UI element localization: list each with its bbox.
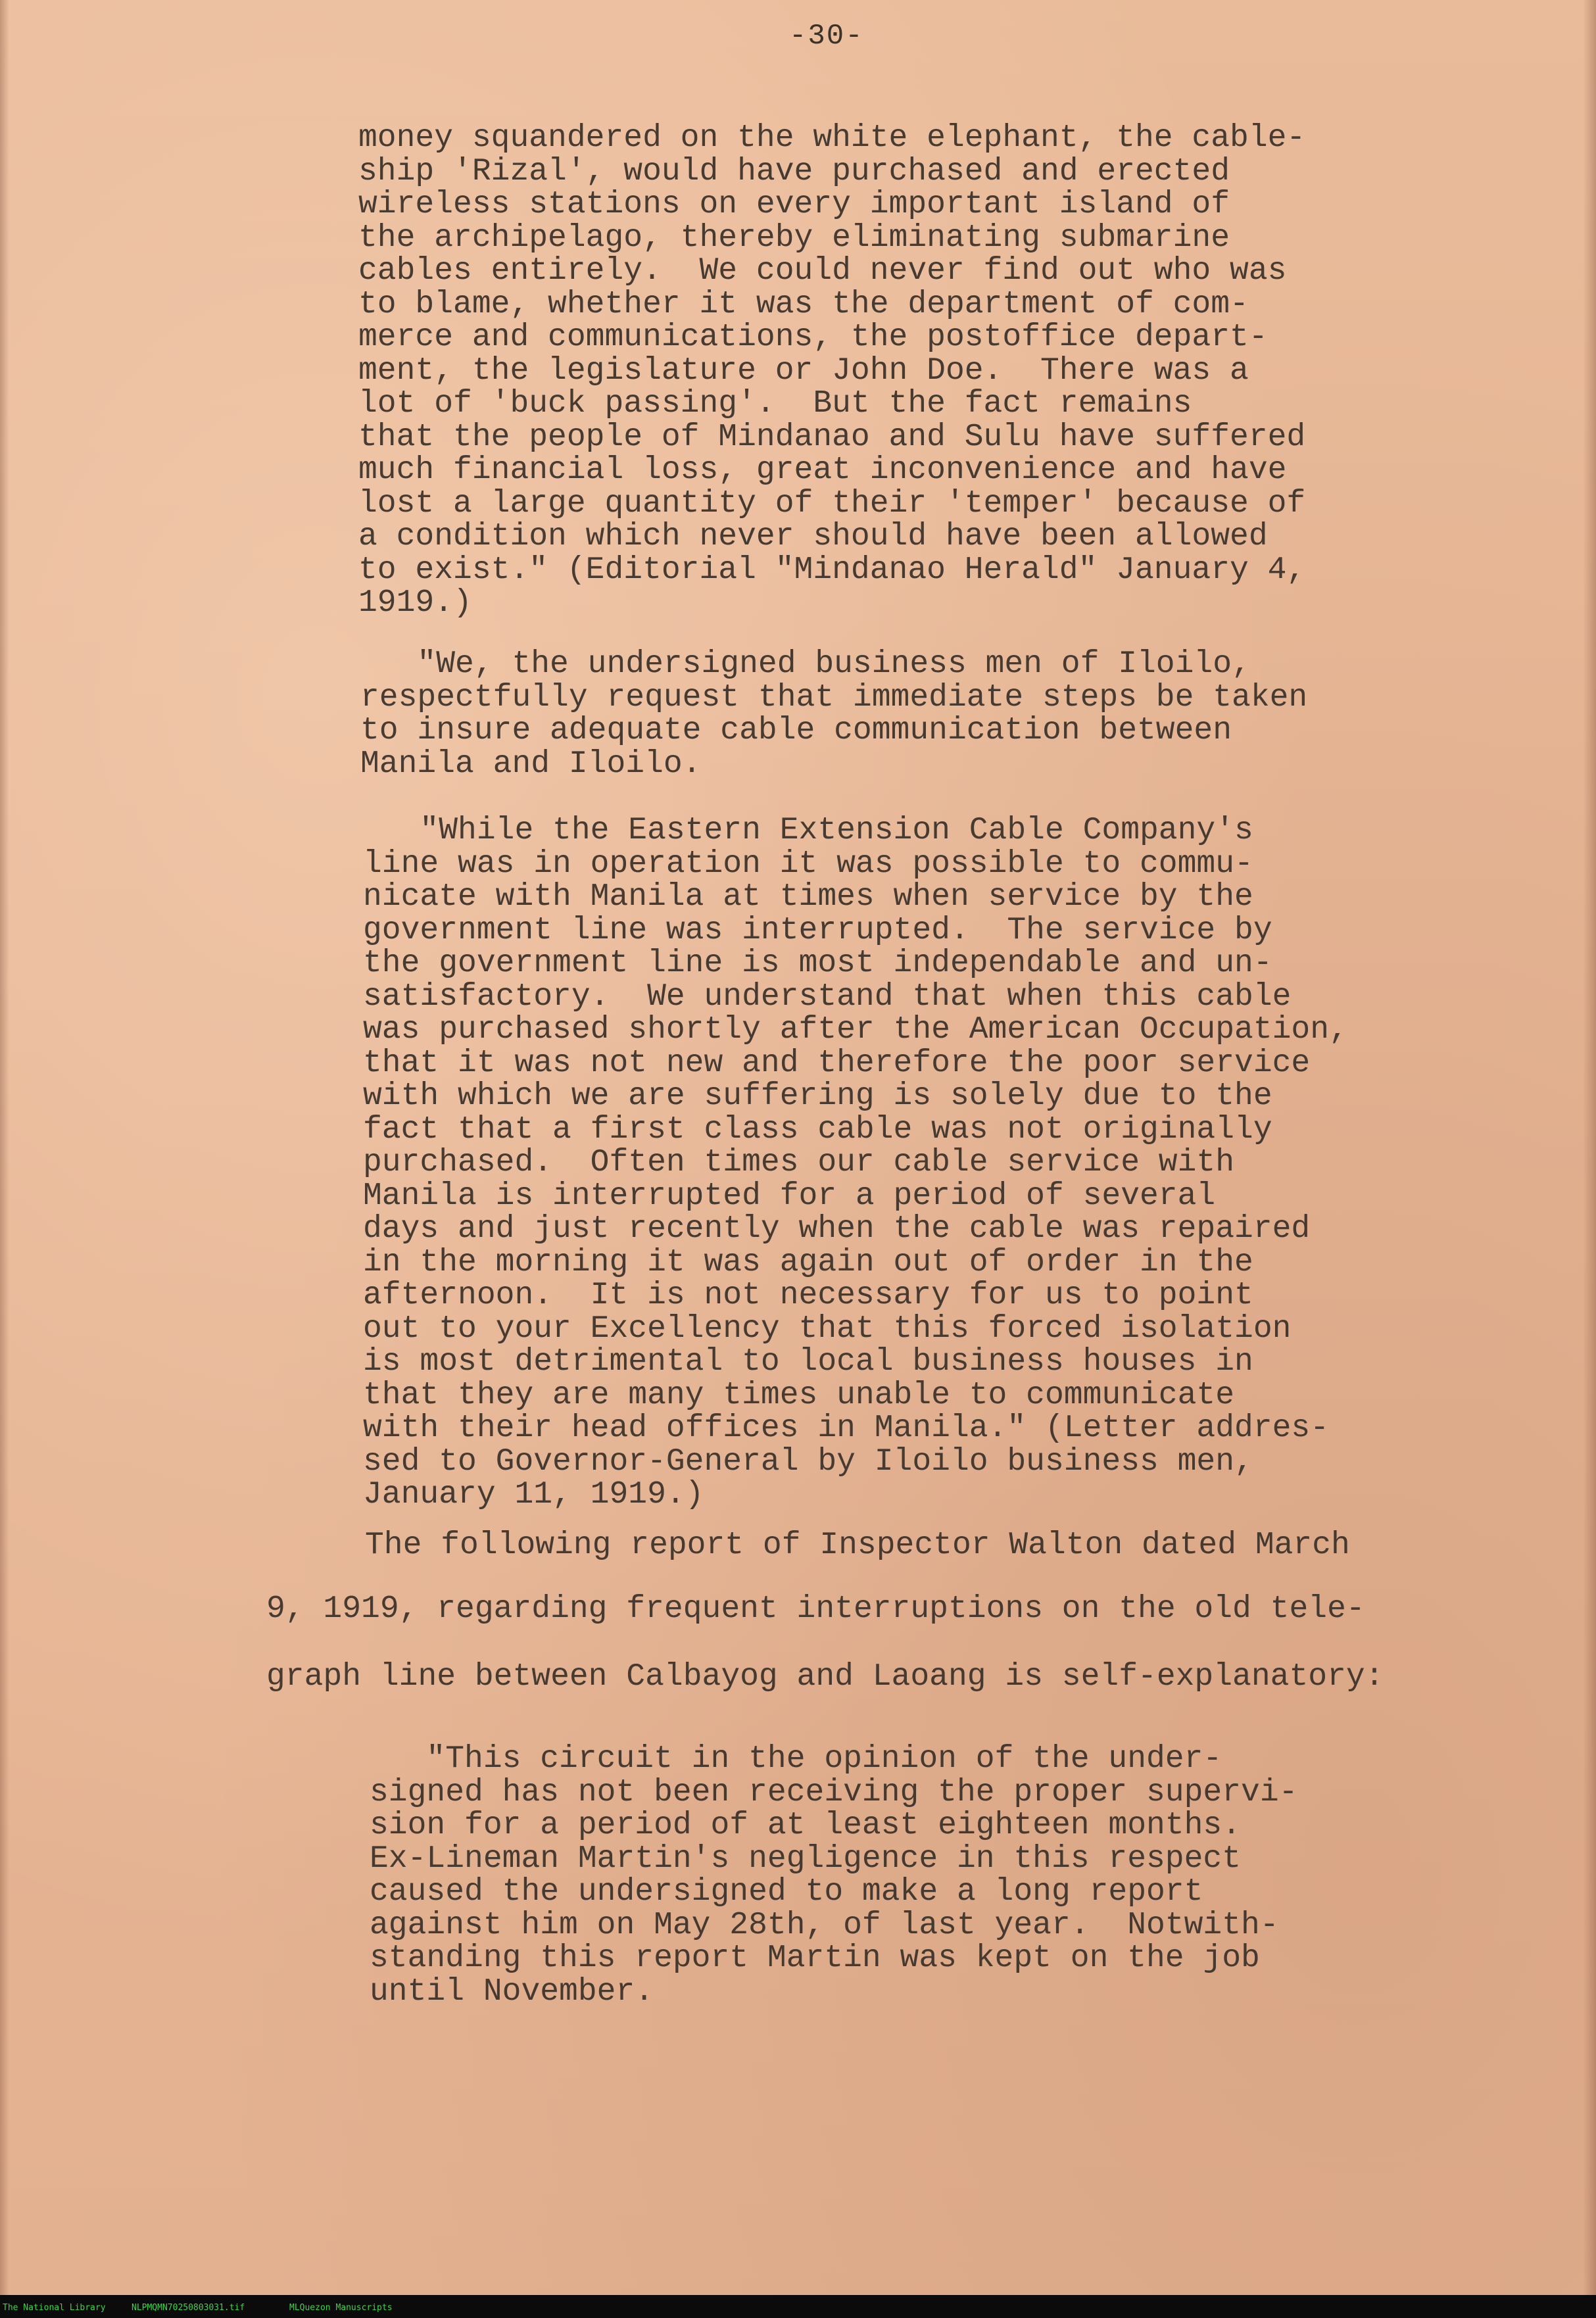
footer-collection: MLQuezon Manuscripts [289, 2303, 393, 2313]
paragraph-circuit-quote: "This circuit in the opinion of the under- signed has not been receiving the proper supervi- sion for a period of at least eighteen months. Ex-Lineman Martin's negligence in this respect caused the undersigned to make a long report against him on May 28th, of last year. Notwith- standing this report Martin was kept on the job until November. [370, 1741, 1298, 2010]
page-edge-shadow-right [1583, 0, 1596, 2295]
report-intro-line-1: The following report of Inspector Walton dated March [365, 1528, 1350, 1563]
report-intro-line-3: graph line between Calbayog and Laoang is self-explanatory: [266, 1659, 1384, 1695]
paragraph-iloilo-request: "We, the undersigned business men of Iloilo, respectfully request that immediate steps be taken to insure adequate cable communication between Manila and Iloilo. [360, 646, 1308, 782]
footer-library: The National Library [3, 2303, 106, 2313]
scan-footer-bar [0, 2295, 1596, 2318]
paragraph-continuation: money squandered on the white elephant, the cable- ship 'Rizal', would have purchased and erected wireless stations on every important island of the archipelago, thereby eliminating submarine cables entirely. We could never find out who was to blame, whether it was the department of com- merce and communications, the postoffice depart- ment, the legislature or John Doe. There was a lot of 'buck passing'. But the fact remains that the people of Mindanao and Sulu have suffered much financial loss, great inconvenience and have lost a large quantity of their 'temper' because of a condition which never should have been allowed to exist." (Editorial "Mindanao Herald" January 4, 1919.) [358, 120, 1306, 621]
page-edge-shadow-left [0, 0, 9, 2295]
report-intro-line-2: 9, 1919, regarding frequent interruptions on the old tele- [266, 1591, 1365, 1627]
page-number: -30- [789, 20, 864, 53]
footer-file: NLPMQMN70250803031.tif [132, 2303, 245, 2313]
paragraph-eastern-extension: "While the Eastern Extension Cable Company's line was in operation it was possible to commu- nicate with Manila at times when service by the government line was interrupted. The service by the government line is most independable and un- satisfactory. We understand that when this cable was purchased shortly after the American Occupation, that it was not new and therefore the poor service with which we are suffering is solely due to the fact that a first class cable was not originally purchased. Often times our cable service with Manila is interrupted for a period of several days and just recently when the cable was repaired in the morning it was again out of order in the afternoon. It is not necessary for us to point out to your Excellency that this forced isolation is most detrimental to local business houses in that they are many times unable to communicate with their head offices in Manila." (Letter addres- sed to Governor-General by Iloilo business men, January 11, 1919.) [363, 813, 1348, 1512]
